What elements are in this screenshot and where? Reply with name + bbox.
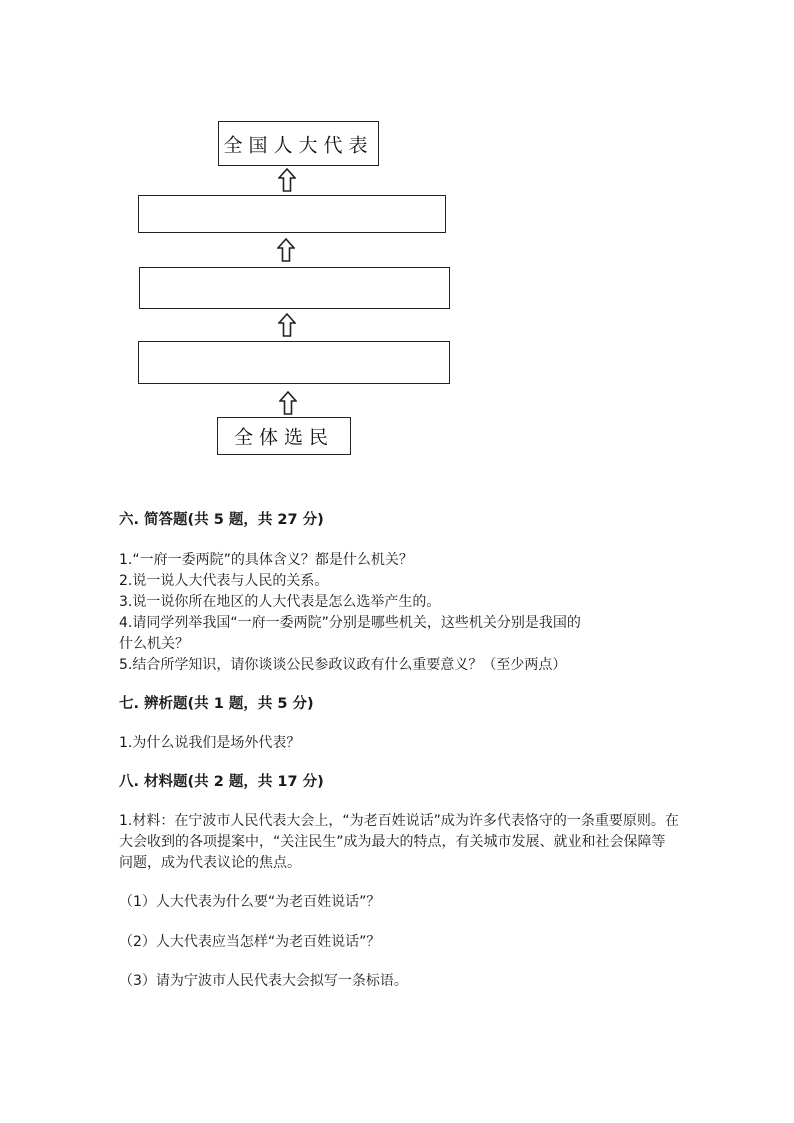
- section-6-questions: [119, 550, 581, 676]
- up-arrow-icon: [278, 168, 296, 192]
- up-arrow-icon: [278, 313, 296, 337]
- blank-box-3: [138, 341, 450, 384]
- question-item: 什么机关？: [119, 636, 189, 652]
- box-all-voters: [217, 417, 351, 455]
- box-national-deputies-label: 全国人大代表: [223, 134, 374, 156]
- section-8-heading: 八. 材料题(共 2 题，共 17 分): [119, 774, 324, 790]
- question-item: 1.“一府一委两院”的具体含义？都是什么机关？: [119, 552, 413, 568]
- question-item: 4.请同学列举我国“一府一委两院”分别是哪些机关，这些机关分别是我国的: [119, 615, 581, 631]
- sub-question-item: （1）人大代表为什么要“为老百姓说话”？: [119, 894, 381, 910]
- question-item: 2.说一说人大代表与人民的关系。: [119, 573, 329, 589]
- up-arrow-icon: [279, 391, 297, 415]
- section-7-heading: 七. 辨析题(共 1 题，共 5 分): [119, 696, 314, 712]
- sub-question-item: （3）请为宁波市人民代表大会拟写一条标语。: [119, 973, 408, 989]
- section-6-heading: 六. 简答题(共 5 题，共 27 分): [119, 512, 324, 528]
- question-item: 5.结合所学知识，请你谈谈公民参政议政有什么重要意义？（至少两点）: [119, 657, 567, 673]
- blank-box-2: [139, 267, 450, 309]
- box-national-deputies: [218, 121, 379, 166]
- up-arrow-icon: [277, 238, 295, 262]
- box-all-voters-label: 全体选民: [233, 426, 334, 449]
- blank-box-1: [138, 195, 446, 233]
- sub-question-item: （2）人大代表应当怎样“为老百姓说话”？: [119, 934, 381, 950]
- material-paragraph: 1.材料：在宁波市人民代表大会上，“为老百姓说话”成为许多代表恪守的一条重要原则。在大会收到的各项提案中，“关注民生”成为最大的特点，有关城市发展、就业和社会保障等问题，成为代表议论的焦点。: [119, 813, 679, 871]
- question-item: 1.为什么说我们是场外代表？: [119, 735, 301, 751]
- question-item: 3.说一说你所在地区的人大代表是怎么选举产生的。: [119, 594, 441, 610]
